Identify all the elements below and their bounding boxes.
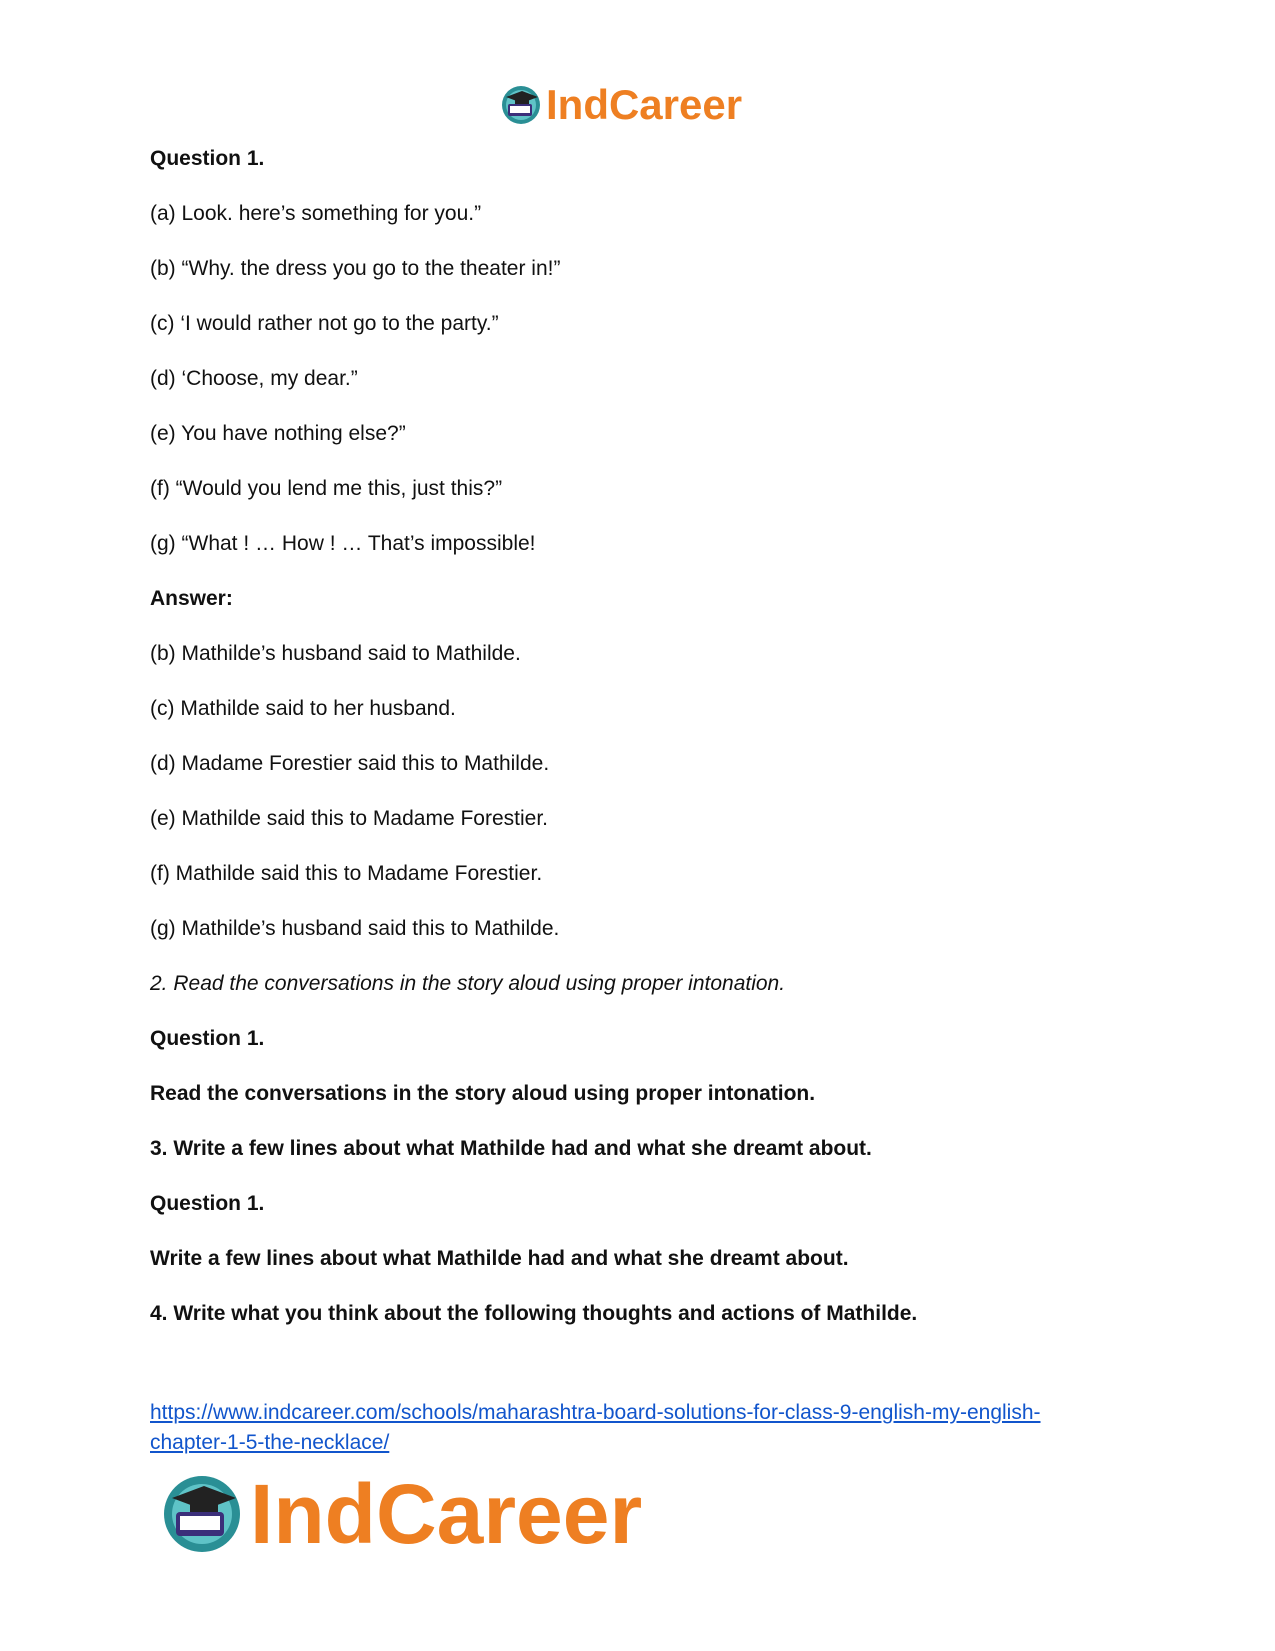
- question-text: Read the conversations in the story aloud using proper intonation.: [150, 1082, 816, 1105]
- question-item: (c) ‘I would rather not go to the party.”: [150, 312, 499, 335]
- answer-heading: Answer:: [150, 587, 233, 610]
- logo-text: IndCareer: [546, 81, 743, 128]
- question-item: (b) “Why. the dress you go to the theater in!”: [150, 257, 561, 280]
- section-3-title: 3. Write a few lines about what Mathilde had and what she dreamt about.: [150, 1137, 872, 1160]
- graduation-book-icon: [160, 1472, 244, 1556]
- header-logo: [500, 80, 790, 130]
- answer-item: (f) Mathilde said this to Madame Forestier.: [150, 862, 543, 885]
- question-text: Write a few lines about what Mathilde had and what she dreamt about.: [150, 1247, 849, 1270]
- question-heading: Question 1.: [150, 1027, 265, 1050]
- answer-item: (b) Mathilde’s husband said to Mathilde.: [150, 642, 521, 665]
- answer-item: (g) Mathilde’s husband said this to Mathilde.: [150, 917, 560, 940]
- answer-item: (c) Mathilde said to her husband.: [150, 697, 456, 720]
- document-body: [150, 147, 1130, 1357]
- source-link-line-1: https://www.indcareer.com/schools/maharashtra-board-solutions-for-class-9-english-my-english-: [150, 1401, 1041, 1424]
- logo-text: IndCareer: [250, 1466, 643, 1561]
- footer-logo: [160, 1468, 720, 1560]
- source-link-line-2: chapter-1-5-the-necklace/: [150, 1431, 390, 1454]
- answer-item: (d) Madame Forestier said this to Mathilde.: [150, 752, 550, 775]
- question-item: (d) ‘Choose, my dear.”: [150, 367, 358, 390]
- graduation-book-icon: [500, 84, 542, 126]
- section-4-title: 4. Write what you think about the following thoughts and actions of Mathilde.: [150, 1302, 918, 1325]
- question-item: (a) Look. here’s something for you.”: [150, 202, 482, 225]
- source-link[interactable]: [150, 1398, 1150, 1458]
- question-item: (g) “What ! … How ! … That’s impossible!: [150, 532, 536, 555]
- question-item: (e) You have nothing else?”: [150, 422, 406, 445]
- answer-item: (e) Mathilde said this to Madame Forestier.: [150, 807, 548, 830]
- question-heading: Question 1.: [150, 147, 265, 170]
- section-2-title: 2. Read the conversations in the story aloud using proper intonation.: [150, 972, 786, 995]
- question-heading: Question 1.: [150, 1192, 265, 1215]
- question-item: (f) “Would you lend me this, just this?”: [150, 477, 503, 500]
